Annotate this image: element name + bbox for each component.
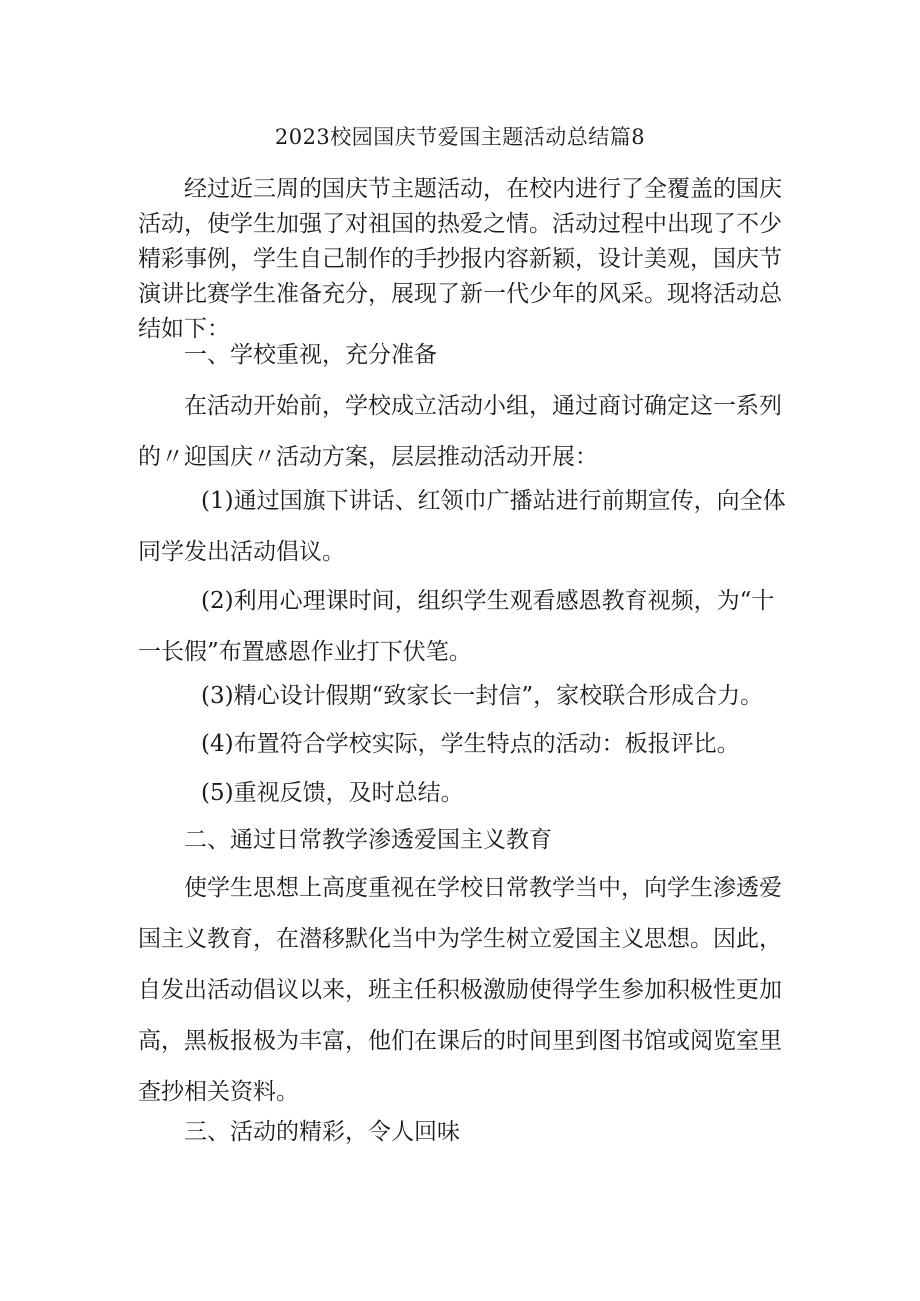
- text-line: 使学生思想上高度重视在学校日常教学当中，向学生渗透爱: [184, 875, 782, 901]
- text-line: (3)精心设计假期“致家长一封信”，家校联合形成合力。: [201, 683, 764, 709]
- text-line: 国主义教育，在潜移默化当中为学生树立爱国主义思想。因此，: [138, 926, 782, 952]
- text-line: 经过近三周的国庆节主题活动，在校内进行了全覆盖的国庆: [184, 176, 782, 202]
- list-item: [138, 476, 802, 578]
- section1-paragraph: [138, 381, 802, 483]
- list-item: [138, 719, 802, 770]
- text-line: 的〃迎国庆〃活动方案，层层推动活动开展：: [138, 444, 598, 470]
- text-line: (5)重视反馈，及时总结。: [201, 780, 464, 806]
- section2-paragraph: [138, 863, 802, 1118]
- text-line: 活动，使学生加强了对祖国的热爱之情。活动过程中出现了不少: [138, 211, 782, 237]
- text-line: 一长假”布置感恩作业打下伏笔。: [138, 639, 472, 665]
- section-heading: 二、通过日常教学渗透爱国主义教育: [184, 827, 552, 853]
- text-line: 演讲比赛学生准备充分，展现了新一代少年的风采。现将活动总: [138, 281, 782, 307]
- text-line: 精彩事例，学生自己制作的手抄报内容新颖，设计美观，国庆节: [138, 246, 782, 272]
- intro-paragraph: [138, 172, 802, 347]
- section-heading: 一、学校重视，充分准备: [184, 342, 437, 368]
- list-item: [138, 576, 802, 678]
- text-line: 自发出活动倡议以来，班主任积极激励使得学生参加积极性更加: [138, 977, 782, 1003]
- text-line: 高，黑板报极为丰富，他们在课后的时间里到图书馆或阅览室里: [138, 1028, 782, 1054]
- section-heading: 三、活动的精彩，令人回味: [184, 1119, 460, 1145]
- text-line: 同学发出活动倡议。: [138, 539, 345, 565]
- text-line: (2)利用心理课时间，组织学生观看感恩教育视频，为“十: [201, 588, 775, 614]
- text-line: 在活动开始前，学校成立活动小组，通过商讨确定这一系列: [184, 393, 782, 419]
- document-title: 2023校园国庆节爱国主题活动总结篇8: [274, 125, 646, 149]
- list-item: [138, 768, 802, 819]
- text-line: 查抄相关资料。: [138, 1079, 299, 1105]
- text-line: 结如下：: [138, 316, 230, 342]
- list-item: [138, 671, 802, 722]
- text-line: (4)布置符合学校实际，学生特点的活动：板报评比。: [201, 731, 740, 757]
- text-line: (1)通过国旗下讲话、红领巾广播站进行前期宣传，向全体: [201, 488, 786, 514]
